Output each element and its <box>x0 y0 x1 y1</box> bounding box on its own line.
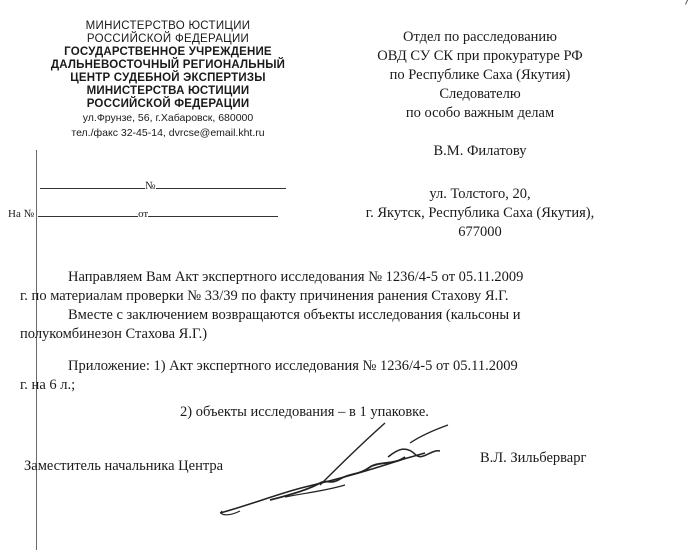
from-label: от <box>138 208 149 220</box>
sender-phone: тел./факс 32-45-14, dvrcse@email.kht.ru <box>71 127 265 139</box>
sender-block <box>18 20 318 141</box>
recipient-line: ОВД СУ СК при прокуратуре РФ <box>377 48 583 64</box>
recipient-block <box>330 28 630 161</box>
address-line: 677000 <box>458 224 502 240</box>
recipient-name: В.М. Филатову <box>433 143 527 159</box>
outgoing-number-line <box>40 180 286 192</box>
handwritten-signature <box>210 405 470 525</box>
recipient-line: по особо важным делам <box>405 105 555 121</box>
letter-body <box>20 268 660 422</box>
signatory-position: Заместитель начальника Центра <box>24 458 224 474</box>
recipient-line: Следователю <box>439 86 521 102</box>
sender-address: ул.Фрунзе, 56, г.Хабаровск, 680000 <box>82 112 254 124</box>
org-name-line: РОССИЙСКОЙ ФЕДЕРАЦИИ <box>86 98 250 110</box>
recipient-line: по Республике Саха (Якутия) <box>389 67 571 83</box>
corner-mark <box>685 0 694 7</box>
recipient-line: Отдел по расследованию <box>402 29 558 45</box>
ministry-line: РОССИЙСКОЙ ФЕДЕРАЦИИ <box>86 33 250 45</box>
address-line: г. Якутск, Республика Саха (Якутия), <box>365 205 595 221</box>
attachment-line: 2) объекты исследования – в 1 упаковке. <box>180 404 429 420</box>
recipient-address <box>330 185 630 242</box>
attachment-line: Приложение: 1) Акт экспертного исследования № 1236/4-5 от 05.11.2009 <box>68 358 518 374</box>
body-line: Направляем Вам Акт экспертного исследования № 1236/4-5 от 05.11.2009 <box>68 269 524 285</box>
signatory-name: В.Л. Зильберварг <box>480 450 587 466</box>
org-name-line: ЦЕНТР СУДЕБНОЙ ЭКСПЕРТИЗЫ <box>70 72 266 84</box>
on-number-label: На № <box>8 208 35 220</box>
number-label: № <box>145 180 156 192</box>
body-line: г. по материалам проверки № 33/39 по факту причинения ранения Стахову Я.Г. <box>20 288 509 304</box>
org-name-line: МИНИСТЕРСТВА ЮСТИЦИИ <box>86 85 250 97</box>
attachment-line: г. на 6 л.; <box>20 377 76 393</box>
org-name-line: ГОСУДАРСТВЕННОЕ УЧРЕЖДЕНИЕ <box>64 46 272 58</box>
incoming-number-line <box>8 208 278 220</box>
body-line: полукомбинезон Стахова Я.Г.) <box>20 326 208 342</box>
body-line: Вместе с заключением возвращаются объекты исследования (кальсоны и <box>68 307 521 323</box>
ministry-line: МИНИСТЕРСТВО ЮСТИЦИИ <box>85 20 251 32</box>
org-name-line: ДАЛЬНЕВОСТОЧНЫЙ РЕГИОНАЛЬНЫЙ <box>50 59 286 71</box>
address-line: ул. Толстого, 20, <box>429 186 531 202</box>
